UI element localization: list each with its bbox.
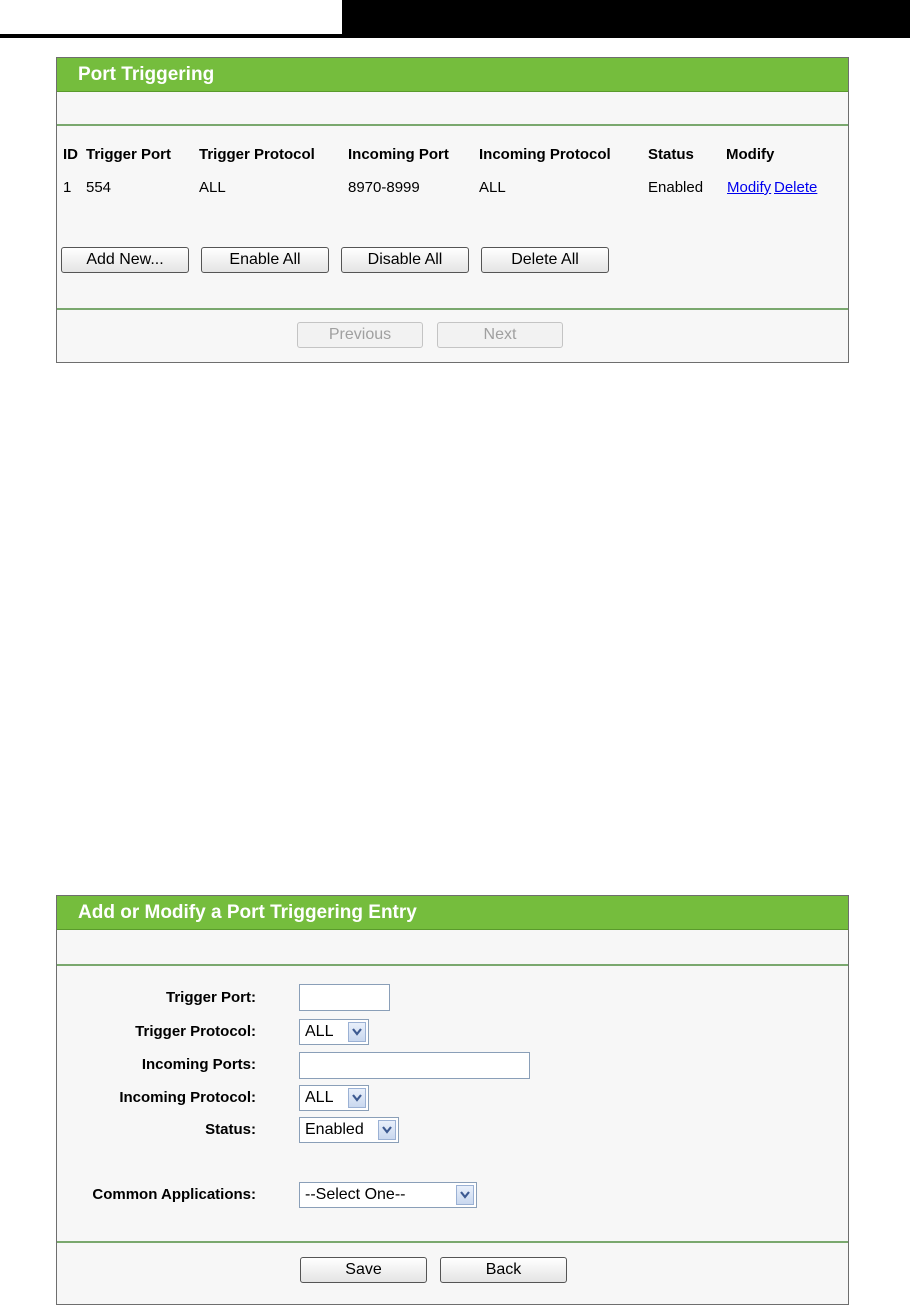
panel-title: Port Triggering <box>57 58 848 92</box>
cell-incoming-protocol: ALL <box>479 179 506 196</box>
previous-button[interactable]: Previous <box>297 322 423 348</box>
incoming-ports-input[interactable] <box>299 1052 530 1079</box>
status-value: Enabled <box>305 1121 364 1138</box>
modify-link[interactable]: Modify <box>727 179 772 196</box>
col-header-modify: Modify <box>726 146 775 163</box>
status-select[interactable] <box>299 1117 399 1143</box>
cell-incoming-port: 8970-8999 <box>348 179 420 196</box>
cell-trigger-port: 554 <box>86 179 112 196</box>
col-header-trigger-protocol: Trigger Protocol <box>199 146 315 163</box>
cell-id: 1 <box>63 179 72 196</box>
incoming-ports-label: Incoming Ports: <box>141 1056 256 1073</box>
divider <box>57 964 848 966</box>
incoming-protocol-select[interactable] <box>299 1085 369 1111</box>
chevron-down-icon <box>456 1185 474 1205</box>
trigger-protocol-label: Trigger Protocol: <box>135 1023 256 1040</box>
trigger-protocol-select[interactable] <box>299 1019 369 1045</box>
cell-status: Enabled <box>648 179 704 196</box>
col-header-incoming-protocol: Incoming Protocol <box>479 146 611 163</box>
common-applications-select[interactable] <box>299 1182 477 1208</box>
header-black-bar <box>342 0 910 38</box>
panel-title: Add or Modify a Port Triggering Entry <box>57 896 848 930</box>
back-button[interactable]: Back <box>440 1257 567 1283</box>
divider <box>57 1241 848 1243</box>
chevron-down-icon <box>348 1088 366 1108</box>
col-header-status: Status <box>648 146 694 163</box>
incoming-protocol-label: Incoming Protocol: <box>119 1089 256 1106</box>
divider <box>57 308 848 310</box>
common-applications-label: Common Applications: <box>92 1186 256 1203</box>
divider <box>57 124 848 126</box>
add-new-button[interactable]: Add New... <box>61 247 189 273</box>
col-header-incoming-port: Incoming Port <box>348 146 449 163</box>
incoming-protocol-value: ALL <box>305 1089 334 1106</box>
enable-all-button[interactable]: Enable All <box>201 247 329 273</box>
save-button[interactable]: Save <box>300 1257 427 1283</box>
trigger-port-input[interactable] <box>299 984 390 1011</box>
next-button[interactable]: Next <box>437 322 563 348</box>
delete-link[interactable]: Delete <box>774 179 818 196</box>
header-white-block <box>0 0 342 34</box>
common-applications-value: --Select One-- <box>305 1186 406 1203</box>
col-header-id: ID <box>63 146 78 163</box>
cell-trigger-protocol: ALL <box>199 179 226 196</box>
chevron-down-icon <box>378 1120 396 1140</box>
delete-all-button[interactable]: Delete All <box>481 247 609 273</box>
trigger-protocol-value: ALL <box>305 1023 334 1040</box>
port-triggering-panel <box>56 57 849 363</box>
status-label: Status: <box>205 1121 256 1138</box>
add-modify-entry-panel <box>56 895 849 1305</box>
disable-all-button[interactable]: Disable All <box>341 247 469 273</box>
header-rule <box>0 34 342 38</box>
trigger-port-label: Trigger Port: <box>165 989 256 1006</box>
chevron-down-icon <box>348 1022 366 1042</box>
col-header-trigger-port: Trigger Port <box>86 146 172 163</box>
